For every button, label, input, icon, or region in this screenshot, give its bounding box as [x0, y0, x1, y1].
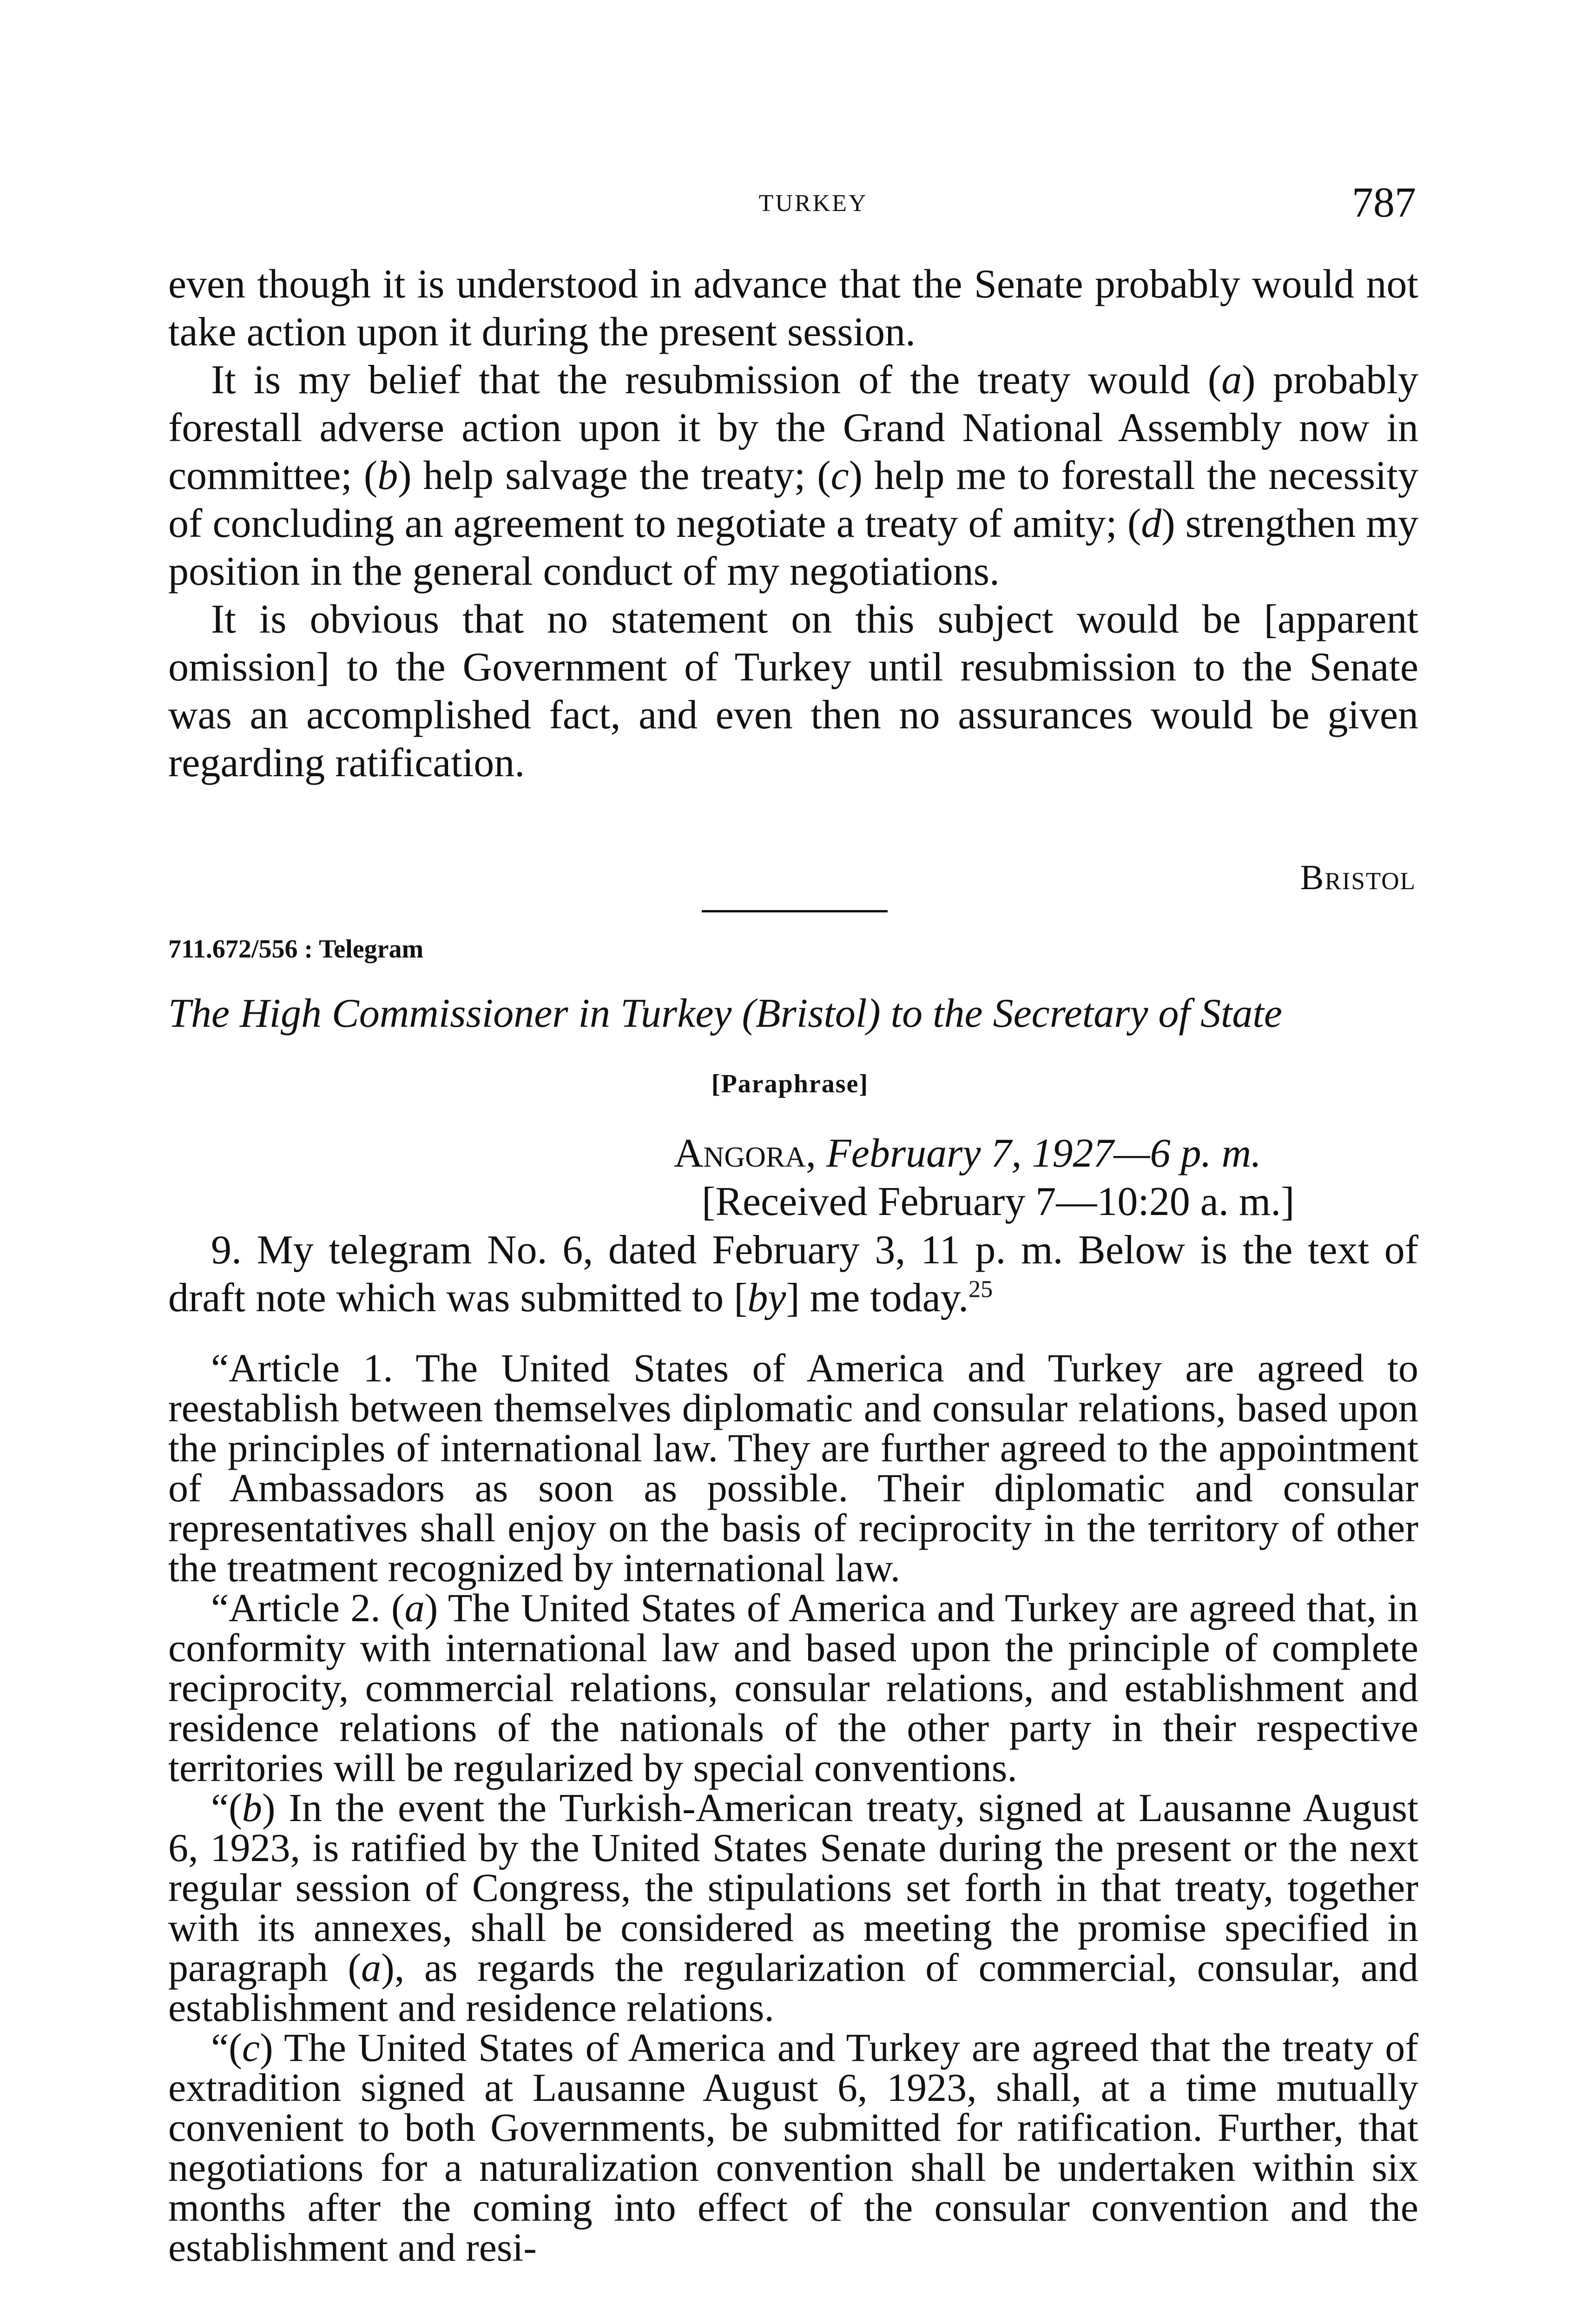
item-label: c [830, 453, 849, 498]
paragraph-text: “( [211, 2025, 242, 2070]
paragraph-text: 9. My telegram No. 6, dated February 3, 11 p. m. Below is the text of draft note which was submitted to [ [168, 1228, 1418, 1320]
telegram-intro [168, 1226, 1418, 1322]
item-label: d [1141, 501, 1162, 546]
paragraph-text: even though it is understood in advance that the Senate probably would not take action upon it during the present session. [168, 262, 1418, 355]
item-label: b [377, 453, 398, 498]
draft-note-text [168, 1346, 1419, 2270]
item-label: a [1221, 357, 1242, 403]
paragraph-text: It is my belief that the resubmission of the treaty would ( [211, 357, 1222, 403]
section-divider [702, 910, 888, 912]
item-label: b [242, 1785, 262, 1830]
paragraph-text: “Article 1. The United States of America and Turkey are agreed to reestablish between themselves diplomatic and consular relations, based upon the principles of international law. They are further agreed to the appointment of Ambassadors as soon as possible. Their diplomatic and consular representatives shall enjoy on the basis of reciprocity in the territory of other the treatment recognized by international law. [168, 1346, 1418, 1590]
article-2b [168, 1785, 1418, 2030]
paragraph-text: ) The United States of America and Turkey are agreed that the treaty of extradition signed at Lausanne August 6, 1923, shall, at a time mutually convenient to both Governments, be submitted for ratification. Further, that negotiations for a naturalization convention shall be undertaken within six months after the coming into effect of the consular convention and the establishment and resi- [168, 2025, 1418, 2270]
paragraph-text: ) probably forestall adverse action upon it by the Grand National Assembly now in committee; ( [168, 357, 1418, 498]
item-label: a [361, 1945, 382, 1990]
paragraph [168, 356, 1418, 595]
paragraph [168, 260, 1418, 356]
received-line: [Received February 7—10:20 a. m.] [702, 1179, 1295, 1224]
paragraph-text: ) strengthen my position in the general conduct of my negotiations. [168, 501, 1418, 594]
paragraph [168, 1226, 1418, 1322]
paragraph-text: ) help me to forestall the necessity of concluding an agreement to negotiate a treaty of amity; ( [168, 453, 1418, 546]
paragraph [168, 595, 1418, 787]
paragraph-text: ] me today. [786, 1275, 969, 1320]
running-title: TURKEY [758, 190, 868, 217]
paragraph-text: ) In the event the Turkish-American treaty, signed at Lausanne August 6, 1923, is ratified by the United States Senate during the present or the next regular session of Congress, the stipulations set forth in that treaty, together with its annexes, shall be considered as meeting the promise specified in paragraph ( [168, 1785, 1418, 1990]
item-label: a [404, 1585, 425, 1630]
dateline-date: February 7, 1927—6 p. m. [826, 1131, 1262, 1176]
paragraph-text: “Article 2. ( [211, 1585, 405, 1630]
paraphrase-tag: [Paraphrase] [711, 1070, 869, 1098]
page-number: 787 [1352, 178, 1416, 226]
item-label: c [242, 2025, 260, 2070]
paragraph-text: “( [211, 1785, 242, 1830]
file-reference: 711.672/556 : Telegram [168, 935, 424, 964]
footnote-reference: 25 [968, 1276, 993, 1303]
editorial-insert: by [747, 1275, 786, 1320]
dateline-place: Angora, [674, 1131, 817, 1176]
dateline [674, 1129, 1261, 1177]
signature: Bristol [1300, 858, 1416, 897]
article-1 [168, 1348, 1418, 1588]
paragraph-text: ) The United States of America and Turkey are agreed that, in conformity with international law and based upon the principle of complete reciprocity, commercial relations, consular relations, and establishment and residence relations of the nationals of the other party in their respective territories will be regularized by special conventions. [168, 1585, 1419, 1790]
paragraph-text: ), as regards the regularization of commercial, consular, and establishment and residence relations. [168, 1945, 1418, 2030]
article-2a [168, 1585, 1419, 1790]
article-2c [168, 2025, 1418, 2270]
continuation-text [168, 260, 1418, 787]
document-heading: The High Commissioner in Turkey (Bristol) to the Secretary of State [168, 991, 1282, 1036]
paragraph-text: It is obvious that no statement on this subject would be [apparent omission] to the Government of Turkey until resubmission to the Senate was an accomplished fact, and even then no assurances would be given regarding ratification. [168, 597, 1418, 786]
paragraph-text: ) help salvage the treaty; ( [398, 453, 831, 498]
